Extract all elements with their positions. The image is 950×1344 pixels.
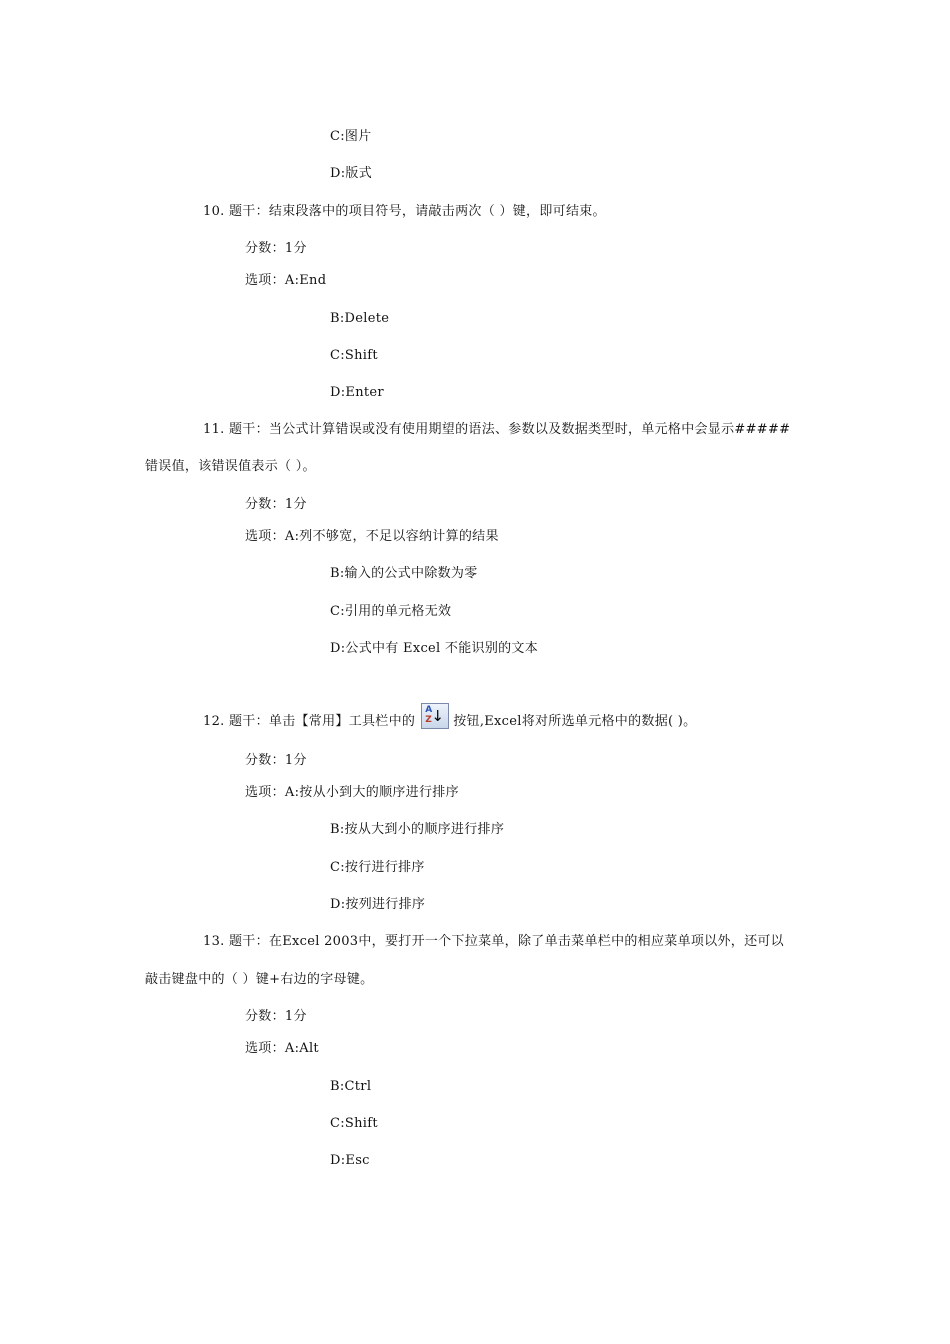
q10-score: 分数：1分 [245, 241, 307, 256]
q12-stem-after: 按钮,Excel将对所选单元格中的数据( )。 [453, 714, 697, 729]
q11-stem-line2: 错误值，该错误值表示（ ）。 [145, 459, 316, 474]
q11-option-a: 选项：A:列不够宽，不足以容纳计算的结果 [245, 529, 499, 544]
q11-option-b: B:输入的公式中除数为零 [330, 566, 478, 581]
q11-stem-line1: 11. 题干：当公式计算错误或没有使用期望的语法、参数以及数据类型时，单元格中会显示##### [203, 422, 791, 437]
q13-option-c: C:Shift [330, 1116, 378, 1131]
q12-option-d: D:按列进行排序 [330, 897, 426, 912]
q12-option-a: 选项：A:按从小到大的顺序进行排序 [245, 785, 459, 800]
q12-option-c: C:按行进行排序 [330, 860, 425, 875]
q10-option-d: D:Enter [330, 385, 384, 400]
q13-score: 分数：1分 [245, 1009, 307, 1024]
q10-option-c: C:Shift [330, 348, 378, 363]
q11-option-c: C:引用的单元格无效 [330, 604, 452, 619]
q12-stem [203, 703, 696, 731]
q13-option-a: 选项：A:Alt [245, 1041, 319, 1056]
q12-stem-before: 12. 题干：单击【常用】工具栏中的 [203, 714, 416, 729]
q11-score: 分数：1分 [245, 497, 307, 512]
sort-ascending-icon: A Z ↓ [421, 703, 449, 729]
q9-option-d: D:版式 [330, 166, 373, 181]
q12-option-b: B:按从大到小的顺序进行排序 [330, 822, 505, 837]
q13-option-d: D:Esc [330, 1153, 370, 1168]
q11-option-d: D:公式中有 Excel 不能识别的文本 [330, 641, 539, 656]
q13-stem-line1: 13. 题干：在Excel 2003中，要打开一个下拉菜单，除了单击菜单栏中的相应菜单项以外，还可以 [203, 934, 784, 949]
q10-option-b: B:Delete [330, 311, 390, 326]
q13-option-b: B:Ctrl [330, 1079, 372, 1094]
q12-score: 分数：1分 [245, 753, 307, 768]
q13-stem-line2: 敲击键盘中的（ ）键+右边的字母键。 [145, 972, 374, 987]
q10-stem: 10. 题干：结束段落中的项目符号，请敲击两次（ ）键，即可结束。 [203, 204, 606, 219]
q9-option-c: C:图片 [330, 129, 372, 144]
q10-option-a: 选项：A:End [245, 273, 327, 288]
